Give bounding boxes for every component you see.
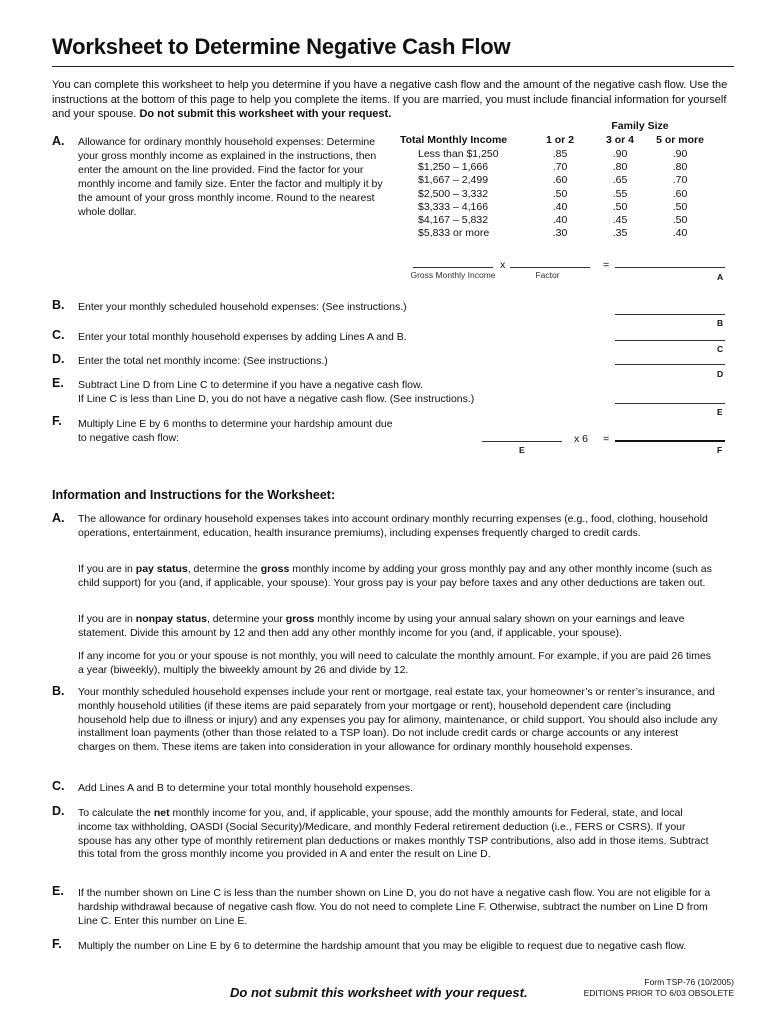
instr-d-letter: D.	[52, 804, 65, 818]
factor-cell-size-1-2: .85	[552, 148, 568, 160]
line-d-field[interactable]	[615, 364, 725, 365]
footer-form-info	[584, 977, 734, 999]
line-e-field[interactable]	[615, 403, 725, 404]
line-a-label: A	[717, 272, 724, 282]
line-f-field[interactable]	[615, 440, 725, 442]
section-e-text-1: Subtract Line D from Line C to determine if you have a negative cash flow.	[78, 379, 423, 391]
gross-income-line[interactable]	[413, 267, 493, 268]
section-a-text: Allowance for ordinary monthly household expenses: Determine your gross monthly income as explained in the instructions, then enter the amount on the line provided. Find the factor for your monthly income and family size. Enter the factor and multiply it by the amount of your gross monthly income. Round to the nearest whole dollar.	[78, 136, 383, 218]
form-number: Form TSP-76 (10/2005)	[644, 977, 734, 987]
instr-d-text-b: net	[153, 807, 170, 819]
page-title: Worksheet to Determine Negative Cash Flow	[52, 34, 511, 59]
instr-a-letter: A.	[52, 511, 65, 525]
section-d-letter: D.	[52, 352, 65, 366]
factor-cell-size-5-plus: .40	[672, 227, 688, 240]
income-range-cell: $1,250 – 1,666	[418, 161, 489, 174]
intro-warning: Do not submit this worksheet with your request.	[139, 108, 392, 120]
line-d-label: D	[717, 369, 724, 379]
instr-c-letter: C.	[52, 779, 65, 793]
line-e-copy-label: E	[519, 445, 525, 455]
gross-income-label: Gross Monthly Income	[410, 270, 496, 280]
instr-a-p1: The allowance for ordinary household expenses takes into account ordinary monthly recurring expenses (e.g., food, clothing, household operations, entertainment, education, health insurance premiums), including expenses frequently charged to credit cards.	[78, 513, 708, 539]
instr-f-text: Multiply the number on Line E by 6 to determine the hardship amount that you may be eligible to request due to negative cash flow.	[78, 940, 687, 952]
instr-a-p3-c: , determine your	[206, 613, 286, 625]
factor-cell-size-5-plus: .60	[672, 187, 688, 200]
instr-a-p3-b2: gross	[285, 613, 315, 625]
line-b-field[interactable]	[615, 314, 725, 315]
equals-sign-a: =	[603, 259, 610, 271]
editions-note: EDITIONS PRIOR TO 6/03 OBSOLETE	[583, 988, 734, 998]
equals-sign-f: =	[603, 433, 610, 445]
instr-a-p3-d: monthly income by using your annual salary shown on your earnings and leave statement. Divide this amount by 12 and then add any other monthly income for you (and, if applicable, your spouse).	[78, 613, 685, 639]
intro-text: You can complete this worksheet to help you determine if you have a negative cash flow and the amount of the negative cash flow. Use the instructions at the bottom of this page to help you complete the items. If you are married, you must include financial information for yourself and your spouse.	[52, 79, 728, 120]
factor-cell-size-1-2: .60	[552, 174, 568, 187]
section-e-text-2: If Line C is less than Line D, you do not have a negative cash flow. (See instructions.)	[78, 393, 475, 405]
factor-cell-size-3-4: .55	[612, 187, 628, 200]
factor-cell-size-5-plus: .90	[672, 148, 688, 160]
times-six: x 6	[574, 433, 589, 445]
size-header-1: 1 or 2	[545, 134, 574, 146]
section-d-text: Enter the total net monthly income: (See instructions.)	[78, 355, 328, 367]
income-range-cell: $1,667 – 2,499	[418, 174, 489, 187]
section-e-letter: E.	[52, 376, 64, 390]
factor-table	[400, 120, 735, 245]
factor-cell-size-5-plus: .50	[672, 200, 688, 213]
factor-cell-size-1-2: .30	[552, 227, 568, 240]
instr-f-letter: F.	[52, 937, 62, 951]
intro-paragraph	[52, 78, 734, 122]
instr-a-p3-b1: nonpay status	[135, 613, 207, 625]
section-f-letter: F.	[52, 414, 62, 428]
instr-b-text: Your monthly scheduled household expenses include your rent or mortgage, real estate tax, your homeowner’s or renter’s insurance, and monthly household utilities (if these items are paid separately from your mortgage or rent), household dependent care (including household help due to illness or injury) and any expenses you pay for alimony, maintenance, or child support. You should also include any installment loan payments (other than those related to a TSP loan). Do not include credit cards or charge accounts or any interest charges on them. These items are taken into consideration in your allowance for ordinary monthly household expenses.	[78, 686, 718, 754]
multiply-sign: x	[500, 259, 506, 271]
instr-a-p2-a: If you are in	[78, 563, 136, 575]
factor-cell-size-1-2: .40	[552, 200, 568, 213]
line-c-label: C	[717, 344, 724, 354]
instr-b-letter: B.	[52, 684, 65, 698]
factor-cell-size-3-4: .35	[612, 227, 628, 240]
factor-cell-size-5-plus: .70	[672, 174, 688, 187]
instr-a-p2-b1: pay status	[135, 563, 188, 575]
section-f-text: Multiply Line E by 6 months to determine your hardship amount due to negative cash flow:	[78, 418, 393, 444]
factor-cell-size-3-4: .90	[612, 148, 628, 160]
instr-d-text-c: monthly income for you, and, if applicable, your spouse, add the monthly amounts for Federal, state, and local income tax withholding, OASDI (Social Security)/Medicare, and monthly Federal retirement deduction (i.e., FERS or CSRS). If your spouse has any other type of monthly retirement plan deductions or makes monthly TSP contributions, also add in those items. Subtract this total from the gross monthly income you provided in A and enter the result on Line D.	[78, 807, 709, 861]
title-divider	[52, 66, 734, 67]
instr-c-text: Add Lines A and B to determine your total monthly household expenses.	[78, 782, 414, 794]
footer-notice: Do not submit this worksheet with your request.	[230, 985, 528, 1000]
factor-cell-size-3-4: .80	[612, 161, 628, 174]
factor-line[interactable]	[510, 267, 590, 268]
instr-d-text-a: To calculate the	[78, 807, 154, 819]
instr-a-p2-c: , determine the	[187, 563, 261, 575]
factor-cell-size-1-2: .40	[552, 214, 568, 226]
factor-cell-size-1-2: .70	[552, 161, 568, 174]
size-header-2: 3 or 4	[605, 134, 634, 146]
factor-cell-size-3-4: .45	[612, 214, 628, 226]
line-f-label: F	[717, 445, 723, 455]
line-e-copy-field[interactable]	[482, 441, 562, 442]
income-range-cell: $2,500 – 3,332	[418, 187, 489, 200]
section-b-letter: B.	[52, 298, 65, 312]
instr-a-p3	[78, 613, 718, 641]
instr-e-text: If the number shown on Line C is less than the number shown on Line D, you do not have a negative cash flow. You are not eligible for a hardship withdrawal because of negative cash flow. You do not need to complete Line F. Otherwise, subtract the number on Line D from Line C. Enter this number on Line E.	[78, 887, 711, 927]
instr-a-p2-b2: gross	[260, 563, 290, 575]
instr-a-p2-d: monthly income by adding your gross monthly pay and any other monthly income (such as child support) for you (and, if applicable, your spouse). Your gross pay is your pay before taxes and any other deductions are taken out.	[78, 563, 712, 589]
instr-d-text	[78, 807, 718, 862]
instructions-heading: Information and Instructions for the Worksheet:	[52, 488, 336, 502]
factor-cell-size-3-4: .65	[612, 174, 628, 187]
size-header-3: 5 or more	[656, 134, 704, 146]
section-b-text: Enter your monthly scheduled household expenses: (See instructions.)	[78, 301, 407, 313]
section-c-letter: C.	[52, 328, 65, 342]
factor-cell-size-5-plus: .80	[672, 161, 688, 174]
income-range-cell: $3,333 – 4,166	[418, 200, 489, 213]
factor-cell-size-5-plus: .50	[672, 214, 688, 226]
income-range-cell: $4,167 – 5,832	[418, 214, 489, 226]
income-range-cell: $5,833 or more	[418, 227, 490, 240]
factor-cell-size-1-2: .50	[552, 187, 568, 200]
income-header: Total Monthly Income	[400, 134, 508, 146]
line-b-label: B	[717, 318, 724, 328]
section-a-letter: A.	[52, 134, 65, 148]
section-c-text: Enter your total monthly household expenses by adding Lines A and B.	[78, 331, 407, 343]
factor-cell-size-3-4: .50	[612, 200, 628, 213]
income-range-cell: Less than $1,250	[418, 148, 499, 160]
instr-a-p3-a: If you are in	[78, 613, 136, 625]
family-size-header: Family Size	[611, 120, 669, 132]
instr-a-p2	[78, 563, 718, 591]
line-e-label: E	[717, 407, 723, 417]
factor-label: Factor	[535, 270, 560, 280]
line-a-field[interactable]	[615, 267, 725, 268]
instr-e-letter: E.	[52, 884, 64, 898]
instr-a-p4: If any income for you or your spouse is not monthly, you will need to calculate the monthly amount. For example, if you are paid 26 times a year (biweekly), multiply the biweekly amount by 26 and divide by 12.	[78, 650, 712, 676]
line-c-field[interactable]	[615, 340, 725, 341]
